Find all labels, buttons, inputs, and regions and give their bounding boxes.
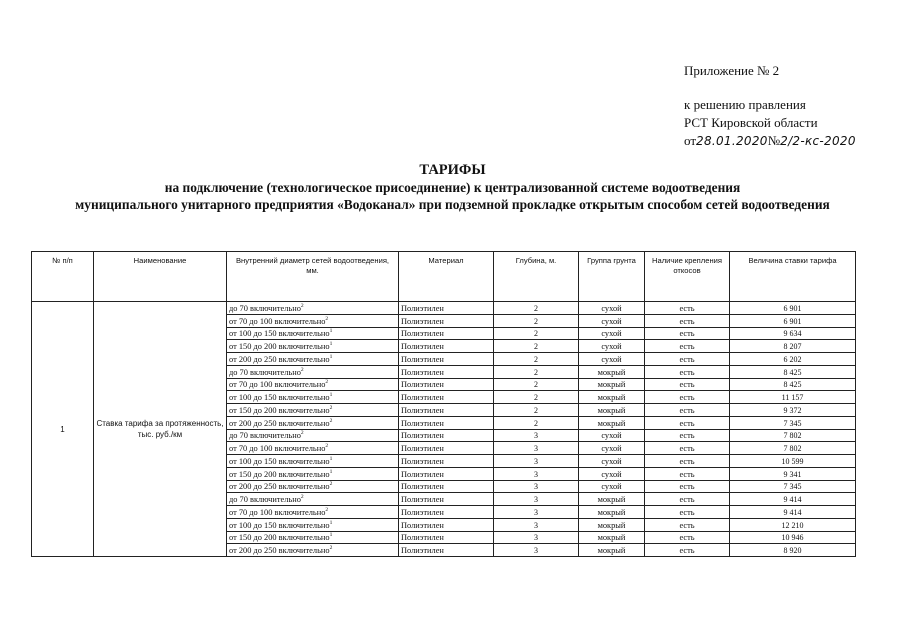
fastening-cell: есть	[645, 493, 730, 506]
appendix-title: Приложение № 2	[684, 63, 780, 78]
fastening-cell: есть	[645, 544, 730, 557]
diameter-text: до 70 включительно	[229, 431, 301, 441]
diameter-cell	[227, 404, 399, 417]
appendix-number-sign: №	[767, 133, 781, 148]
header-rate: Величина ставки тарифа	[730, 252, 856, 302]
diameter-cell	[227, 493, 399, 506]
appendix-date-prefix: от	[684, 133, 697, 148]
footnote-mark: 1	[329, 455, 333, 462]
diameter-cell	[227, 455, 399, 468]
material-cell: Полиэтилен	[399, 327, 494, 340]
rate-cell: 10 946	[730, 531, 856, 544]
fastening-cell: есть	[645, 429, 730, 442]
appendix-block	[684, 62, 856, 150]
material-cell: Полиэтилен	[399, 416, 494, 429]
diameter-cell	[227, 518, 399, 531]
rate-cell: 6 202	[730, 353, 856, 366]
soil-cell: сухой	[579, 314, 645, 327]
diameter-cell	[227, 506, 399, 519]
depth-cell: 2	[494, 340, 579, 353]
fastening-cell: есть	[645, 416, 730, 429]
table-row	[32, 302, 856, 315]
soil-cell: мокрый	[579, 378, 645, 391]
rate-cell: 10 599	[730, 455, 856, 468]
fastening-cell: есть	[645, 378, 730, 391]
material-cell: Полиэтилен	[399, 404, 494, 417]
fastening-cell: есть	[645, 442, 730, 455]
soil-cell: сухой	[579, 340, 645, 353]
document-heading	[40, 162, 865, 213]
diameter-text: от 70 до 100 включительно	[229, 507, 326, 517]
rate-cell: 8 207	[730, 340, 856, 353]
fastening-cell: есть	[645, 327, 730, 340]
soil-cell: мокрый	[579, 506, 645, 519]
fastening-cell: есть	[645, 506, 730, 519]
diameter-text: от 100 до 150 включительно	[229, 456, 330, 466]
diameter-text: от 100 до 150 включительно	[229, 329, 330, 339]
diameter-cell	[227, 391, 399, 404]
header-soil-group: Группа грунта	[579, 252, 645, 302]
appendix-decision-line: к решению правления	[684, 97, 806, 112]
rate-cell: 7 802	[730, 429, 856, 442]
footnote-mark: 2	[325, 379, 329, 386]
soil-cell: сухой	[579, 429, 645, 442]
diameter-cell	[227, 340, 399, 353]
material-cell: Полиэтилен	[399, 365, 494, 378]
material-cell: Полиэтилен	[399, 429, 494, 442]
handwritten-number: 2/2-кс-2020	[780, 134, 856, 148]
fastening-cell: есть	[645, 340, 730, 353]
fastening-cell: есть	[645, 531, 730, 544]
soil-cell: сухой	[579, 353, 645, 366]
footnote-mark: 2	[329, 481, 333, 488]
depth-cell: 3	[494, 480, 579, 493]
material-cell: Полиэтилен	[399, 302, 494, 315]
footnote-mark: 2	[325, 506, 329, 513]
depth-cell: 2	[494, 378, 579, 391]
soil-cell: мокрый	[579, 404, 645, 417]
footnote-mark: 1	[329, 341, 333, 348]
diameter-text: от 150 до 200 включительно	[229, 469, 330, 479]
rate-cell: 9 414	[730, 506, 856, 519]
depth-cell: 3	[494, 531, 579, 544]
document-title: ТАРИФЫ	[419, 162, 486, 178]
row-name-cell: Ставка тарифа за протяженность, тыс. руб./км	[94, 302, 227, 557]
footnote-mark: 2	[300, 302, 304, 309]
diameter-text: до 70 включительно	[229, 367, 301, 377]
footnote-mark: 1	[329, 328, 333, 335]
header-diameter: Внутренний диаметр сетей водоотведения, мм.	[227, 252, 399, 302]
fastening-cell: есть	[645, 518, 730, 531]
header-depth: Глубина, м.	[494, 252, 579, 302]
footnote-mark: 2	[325, 443, 329, 450]
diameter-text: от 200 до 250 включительно	[229, 546, 330, 555]
depth-cell: 3	[494, 544, 579, 557]
rate-cell: 7 802	[730, 442, 856, 455]
diameter-cell	[227, 442, 399, 455]
depth-cell: 2	[494, 353, 579, 366]
depth-cell: 2	[494, 416, 579, 429]
depth-cell: 3	[494, 429, 579, 442]
diameter-text: от 100 до 150 включительно	[229, 393, 330, 402]
diameter-text: от 200 до 250 включительно	[229, 418, 330, 428]
material-cell: Полиэтилен	[399, 544, 494, 557]
rate-cell: 9 341	[730, 467, 856, 480]
footnote-mark: 2	[325, 315, 329, 322]
diameter-cell	[227, 467, 399, 480]
diameter-text: от 70 до 100 включительно	[229, 316, 326, 326]
rate-cell: 11 157	[730, 391, 856, 404]
fastening-cell: есть	[645, 365, 730, 378]
depth-cell: 2	[494, 327, 579, 340]
material-cell: Полиэтилен	[399, 314, 494, 327]
depth-cell: 2	[494, 391, 579, 404]
material-cell: Полиэтилен	[399, 506, 494, 519]
rate-cell: 7 345	[730, 416, 856, 429]
material-cell: Полиэтилен	[399, 467, 494, 480]
diameter-text: от 100 до 150 включительно	[229, 520, 330, 530]
depth-cell: 2	[494, 404, 579, 417]
diameter-cell	[227, 353, 399, 366]
material-cell: Полиэтилен	[399, 531, 494, 544]
diameter-cell	[227, 314, 399, 327]
rate-cell: 8 425	[730, 378, 856, 391]
footnote-mark: 2	[300, 430, 304, 437]
row-number-cell: 1	[32, 302, 94, 557]
fastening-cell: есть	[645, 480, 730, 493]
rate-cell: 7 345	[730, 480, 856, 493]
depth-cell: 2	[494, 314, 579, 327]
fastening-cell: есть	[645, 404, 730, 417]
header-fastening: Наличие крепления откосов	[645, 252, 730, 302]
fastening-cell: есть	[645, 391, 730, 404]
fastening-cell: есть	[645, 467, 730, 480]
diameter-cell	[227, 302, 399, 315]
diameter-text: от 200 до 250 включительно	[229, 482, 330, 492]
material-cell: Полиэтилен	[399, 353, 494, 366]
depth-cell: 2	[494, 302, 579, 315]
fastening-cell: есть	[645, 302, 730, 315]
diameter-text: от 70 до 100 включительно	[229, 380, 326, 390]
material-cell: Полиэтилен	[399, 378, 494, 391]
diameter-text: до 70 включительно	[229, 495, 301, 504]
diameter-text: от 70 до 100 включительно	[229, 444, 326, 453]
tariff-table	[31, 251, 856, 557]
soil-cell: сухой	[579, 455, 645, 468]
diameter-cell	[227, 429, 399, 442]
soil-cell: сухой	[579, 327, 645, 340]
soil-cell: сухой	[579, 480, 645, 493]
material-cell: Полиэтилен	[399, 493, 494, 506]
soil-cell: сухой	[579, 302, 645, 315]
footnote-mark: 1	[329, 353, 333, 360]
soil-cell: сухой	[579, 467, 645, 480]
depth-cell: 2	[494, 365, 579, 378]
footnote-mark: 2	[329, 404, 333, 411]
soil-cell: сухой	[579, 442, 645, 455]
table-header-row	[32, 252, 856, 302]
handwritten-date: 28.01.2020	[696, 134, 768, 148]
soil-cell: мокрый	[579, 493, 645, 506]
diameter-text: до 70 включительно	[229, 303, 301, 313]
diameter-cell	[227, 480, 399, 493]
rate-cell: 6 901	[730, 302, 856, 315]
rate-cell: 9 372	[730, 404, 856, 417]
depth-cell: 3	[494, 455, 579, 468]
appendix-date-line	[684, 132, 856, 150]
soil-cell: мокрый	[579, 391, 645, 404]
rate-cell: 12 210	[730, 518, 856, 531]
fastening-cell: есть	[645, 314, 730, 327]
diameter-cell	[227, 327, 399, 340]
soil-cell: мокрый	[579, 544, 645, 557]
rate-cell: 9 414	[730, 493, 856, 506]
header-material: Материал	[399, 252, 494, 302]
footnote-mark: 2	[329, 545, 333, 552]
material-cell: Полиэтилен	[399, 340, 494, 353]
material-cell: Полиэтилен	[399, 455, 494, 468]
footnote-mark: 2	[300, 366, 304, 373]
rate-cell: 9 634	[730, 327, 856, 340]
depth-cell: 3	[494, 506, 579, 519]
appendix-authority-line: РСТ Кировской области	[684, 115, 818, 130]
rate-cell: 6 901	[730, 314, 856, 327]
header-name: Наименование	[94, 252, 227, 302]
material-cell: Полиэтилен	[399, 442, 494, 455]
diameter-cell	[227, 416, 399, 429]
footnote-mark: 1	[329, 392, 333, 399]
soil-cell: мокрый	[579, 365, 645, 378]
diameter-cell	[227, 365, 399, 378]
diameter-text: от 200 до 250 включительно	[229, 354, 330, 364]
diameter-cell	[227, 544, 399, 557]
diameter-cell	[227, 378, 399, 391]
footnote-mark: 1	[329, 519, 333, 526]
document-subtitle-line1: на подключение (технологическое присоединение) к централизованной системе водоотведения	[164, 180, 741, 195]
material-cell: Полиэтилен	[399, 391, 494, 404]
diameter-text: от 150 до 200 включительно	[229, 405, 330, 415]
table-body	[32, 302, 856, 557]
diameter-cell	[227, 531, 399, 544]
diameter-text: от 150 до 200 включительно	[229, 533, 330, 543]
footnote-mark: 1	[329, 532, 333, 539]
soil-cell: мокрый	[579, 518, 645, 531]
fastening-cell: есть	[645, 353, 730, 366]
depth-cell: 3	[494, 518, 579, 531]
header-number: № п/п	[32, 252, 94, 302]
fastening-cell: есть	[645, 455, 730, 468]
depth-cell: 3	[494, 467, 579, 480]
rate-cell: 8 425	[730, 365, 856, 378]
diameter-text: от 150 до 200 включительно	[229, 342, 330, 351]
material-cell: Полиэтилен	[399, 480, 494, 493]
footnote-mark: 2	[300, 494, 304, 501]
document-subtitle-line2: муниципального унитарного предприятия «Водоканал» при подземной прокладке открытым способом сетей водоотведения	[75, 197, 830, 212]
soil-cell: мокрый	[579, 531, 645, 544]
depth-cell: 3	[494, 442, 579, 455]
footnote-mark: 1	[329, 468, 333, 475]
soil-cell: мокрый	[579, 416, 645, 429]
rate-cell: 8 920	[730, 544, 856, 557]
footnote-mark: 2	[329, 417, 333, 424]
material-cell: Полиэтилен	[399, 518, 494, 531]
depth-cell: 3	[494, 493, 579, 506]
